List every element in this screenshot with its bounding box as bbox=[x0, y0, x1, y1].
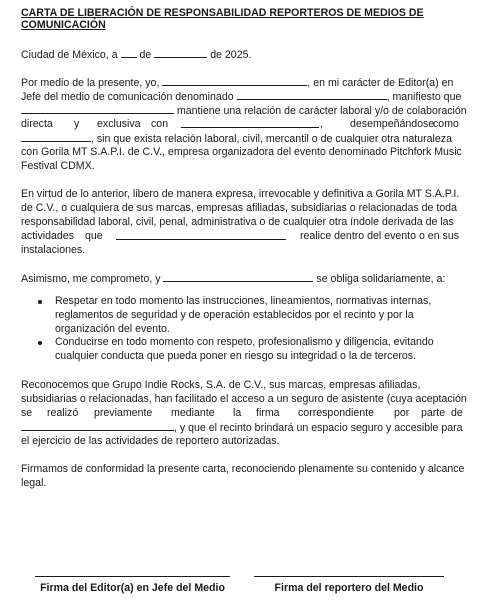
insurance-party-blank[interactable] bbox=[21, 420, 174, 431]
p1-text: y bbox=[74, 118, 80, 130]
p4-text: se bbox=[21, 407, 33, 419]
editor-name-blank[interactable] bbox=[162, 75, 307, 86]
list-item: reglamentos de seguridad y de operación establecidos por el recinto y por la bbox=[55, 309, 414, 321]
p1-text: , bbox=[320, 118, 323, 130]
p1-text: , sin que exista relación laboral, civil, mercantil o de cualquier otra naturaleza bbox=[91, 133, 452, 145]
p4-text: la bbox=[233, 407, 242, 419]
p1-text: con Gorila MT S.A.P.I. de C.V., empresa organizadora del evento denominado Pitchfork Music bbox=[21, 146, 462, 158]
p2-text: En virtud de lo anterior, libero de manera expresa, irrevocable y definitiva a Gorila MT S.A.P.I. bbox=[21, 188, 460, 200]
p2-text: instalaciones. bbox=[21, 244, 86, 256]
p1-text: desempeñándose bbox=[350, 118, 435, 130]
list-item: Conducirse en todo momento con respeto, profesionalismo y diligencia, evitando bbox=[55, 336, 434, 348]
p1-text: Festival CDMX. bbox=[21, 160, 95, 172]
reporter-name-blank[interactable] bbox=[21, 103, 174, 114]
list-item: Respetar en todo momento las instrucciones, lineamientos, normativas internas, bbox=[55, 295, 432, 307]
reporter-signature-label: Firma del reportero del Medio bbox=[274, 582, 424, 594]
p4-text: Reconocemos que Grupo Indie Rocks, S.A. de C.V., sus marcas, empresas afiliadas, bbox=[21, 379, 421, 391]
p1-text: Por medio de la presente, yo, bbox=[21, 77, 160, 89]
p1-text: , en mi carácter de Editor(a) en bbox=[307, 77, 454, 89]
media-blank-2[interactable] bbox=[181, 117, 319, 128]
activities-blank[interactable] bbox=[116, 229, 286, 240]
p2-text: actividades bbox=[21, 230, 74, 242]
p4-text: de bbox=[451, 407, 463, 419]
list-item: cualquier conducta que pueda poner en riesgo su integridad o la de terceros. bbox=[55, 350, 417, 362]
editor-signature-label: Firma del Editor(a) en Jefe del Medio bbox=[40, 582, 225, 594]
p2-text: que bbox=[85, 230, 103, 242]
p4-text: el ejercicio de las actividades de reportero autorizadas. bbox=[21, 435, 280, 447]
p4-text: firma bbox=[256, 407, 280, 419]
p1-text: mantiene una relación de carácter laboral y/o de colaboración bbox=[176, 105, 467, 117]
media-name-blank[interactable] bbox=[237, 89, 387, 100]
paragraph-commitment bbox=[21, 271, 445, 286]
bullet-dot bbox=[38, 300, 42, 304]
p4-text: por bbox=[394, 407, 410, 419]
p5-text: legal. bbox=[21, 477, 47, 489]
reporter-signature-line[interactable] bbox=[254, 576, 444, 577]
p3-text: se obliga solidariamente, a: bbox=[316, 273, 446, 285]
editor-signature-line[interactable] bbox=[35, 576, 230, 577]
p1-text: exclusiva bbox=[97, 118, 141, 130]
document-title bbox=[21, 7, 441, 31]
title-line-1: CARTA DE LIBERACIÓN DE RESPONSABILIDAD REPORTEROS DE MEDIOS DE bbox=[21, 7, 424, 19]
p2-text: realice dentro del evento o en sus bbox=[300, 230, 460, 242]
role-blank[interactable] bbox=[21, 131, 91, 142]
p1-text: directa bbox=[21, 118, 53, 130]
p2-text: responsabilidad laboral, civil, penal, administrativa o de cualquier otra índole derivada de las bbox=[21, 216, 454, 228]
p4-text: mediante bbox=[171, 407, 215, 419]
p4-text: , y que el recinto brindará un espacio seguro y accesible para bbox=[174, 422, 463, 434]
month-blank[interactable] bbox=[154, 47, 207, 58]
list-item: organización del evento. bbox=[55, 323, 170, 335]
p1-text: Jefe del medio de comunicación denominado bbox=[21, 91, 234, 103]
p1-text: , manifiesto que bbox=[386, 91, 462, 103]
p1-text: con bbox=[151, 118, 169, 130]
reporter-name-blank-2[interactable] bbox=[163, 271, 313, 282]
date-text-1: Ciudad de México, a bbox=[21, 49, 118, 61]
date-text-2: de bbox=[139, 49, 152, 61]
date-text-3: de 2025. bbox=[210, 49, 252, 61]
p4-text: parte bbox=[421, 407, 446, 419]
day-blank[interactable] bbox=[121, 47, 137, 58]
title-line-2: COMUNICACIÓN bbox=[21, 19, 106, 31]
p4-text: previamente bbox=[94, 407, 153, 419]
date-line bbox=[21, 47, 251, 62]
p2-text: de C.V., o cualquiera de sus marcas, empresas afiliadas, subsidiarias o relacionadas de toda bbox=[21, 202, 457, 214]
p3-text: Asimismo, me comprometo, y bbox=[21, 273, 161, 285]
p1-text: como bbox=[433, 118, 459, 130]
p5-text: Firmamos de conformidad la presente carta, reconociendo plenamente su contenido y alcance bbox=[21, 463, 465, 475]
p4-text: subsidiarias o relacionadas, han facilitado el acceso a un seguro de asistente (cuya aceptación bbox=[21, 393, 467, 405]
p4-text: realizó bbox=[47, 407, 79, 419]
bullet-dot bbox=[38, 341, 42, 345]
p4-text: correspondiente bbox=[298, 407, 374, 419]
